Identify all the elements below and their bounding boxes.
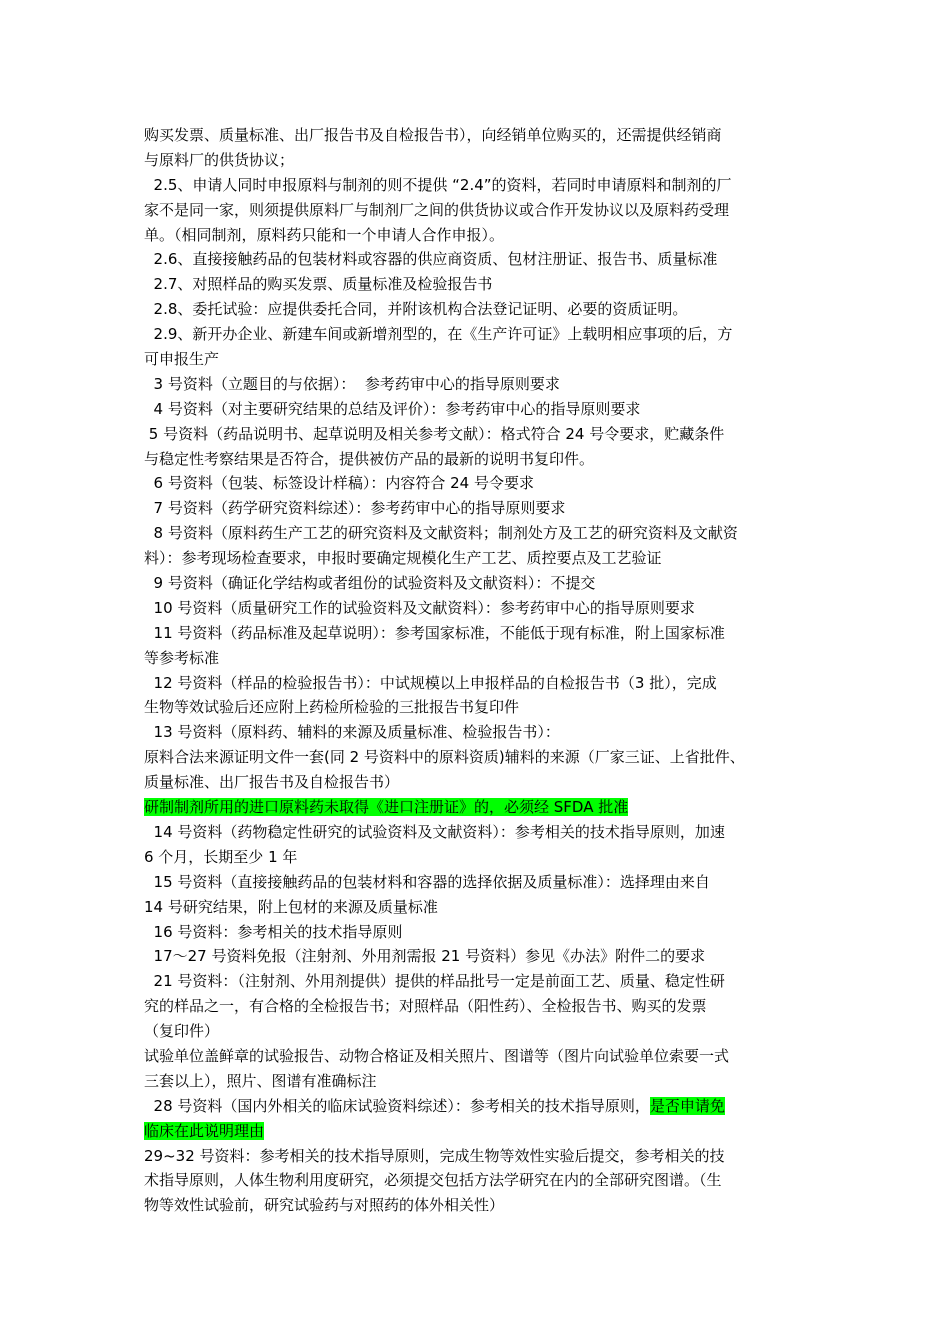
text-segment: 6 号资料（包装、标签设计样稿）：内容符合 24 号令要求	[144, 474, 534, 493]
text-segment: 单。（相同制剂，原料药只能和一个申请人合作申报）。	[144, 225, 505, 244]
text-line	[144, 845, 816, 870]
highlighted-text: 是否申请免	[649, 1096, 725, 1115]
text-line	[144, 571, 816, 596]
text-line	[144, 397, 816, 422]
text-segment: 2.7、对照样品的购买发票、质量标准及检验报告书	[144, 275, 493, 294]
text-line	[144, 521, 816, 546]
text-segment: 6 个月，长期至少 1 年	[144, 847, 298, 866]
text-segment: 2.5、申请人同时申报原料与制剂的则不提供 “2.4”的资料，若同时申请原料和制剂的厂	[144, 175, 732, 194]
text-segment: 等参考标准	[144, 648, 220, 667]
text-line	[144, 1119, 816, 1144]
text-segment: 2.6、直接接触药品的包装材料或容器的供应商资质、包材注册证、报告书、质量标准	[144, 250, 718, 269]
text-line	[144, 920, 816, 945]
text-segment: 4 号资料（对主要研究结果的总结及评价）：参考药审中心的指导原则要求	[144, 399, 641, 418]
text-segment: 术指导原则，人体生物利用度研究，必须提交包括方法学研究在内的全部研究图谱。（生	[144, 1171, 722, 1190]
text-line	[144, 745, 816, 770]
text-segment: 购买发票、质量标准、出厂报告书及自检报告书），向经销单位购买的，还需提供经销商	[144, 126, 722, 144]
document-body	[144, 123, 816, 1218]
text-line	[144, 471, 816, 496]
text-line	[144, 994, 816, 1019]
text-line	[144, 198, 816, 223]
text-segment: 原料合法来源证明文件一套(同 2 号资料中的原料资质)辅料的来源（厂家三证、上省批件、	[144, 748, 745, 767]
text-segment: 8 号资料（原料药生产工艺的研究资料及文献资料；制剂处方及工艺的研究资料及文献资	[144, 524, 738, 543]
text-line	[144, 297, 816, 322]
text-line	[144, 223, 816, 248]
text-line	[144, 496, 816, 521]
text-line	[144, 1094, 816, 1119]
text-segment: 14 号研究结果，附上包材的来源及质量标准	[144, 897, 438, 916]
text-line	[144, 148, 816, 173]
highlighted-text: 临床在此说明理由	[144, 1121, 265, 1140]
highlighted-text: 研制制剂所用的进口原料药未取得《进口注册证》的，必须经 SFDA 批准	[144, 798, 629, 817]
text-line	[144, 795, 816, 820]
text-segment: 质量标准、出厂报告书及自检报告书）	[144, 773, 400, 792]
text-line	[144, 422, 816, 447]
text-line	[144, 596, 816, 621]
text-line	[144, 944, 816, 969]
text-line	[144, 895, 816, 920]
text-segment: 与原料厂的供货协议；	[144, 150, 295, 169]
text-segment: 与稳定性考察结果是否符合，提供被仿产品的最新的说明书复印件。	[144, 449, 595, 468]
text-line	[144, 1168, 816, 1193]
text-line	[144, 1193, 816, 1218]
text-segment: 29~32 号资料：参考相关的技术指导原则，完成生物等效性实验后提交，参考相关的技	[144, 1146, 725, 1165]
text-segment: （复印件）	[144, 1022, 220, 1041]
text-segment: 可申报生产	[144, 350, 220, 369]
text-line	[144, 1069, 816, 1094]
text-segment: 料）：参考现场检查要求，申报时要确定规模化生产工艺、质控要点及工艺验证	[144, 549, 662, 568]
text-segment: 究的样品之一，有合格的全检报告书；对照样品（阳性药）、全检报告书、购买的发票	[144, 997, 707, 1016]
text-line	[144, 969, 816, 994]
text-segment: 家不是同一家，则须提供原料厂与制剂厂之间的供货协议或合作开发协议以及原料药受理	[144, 200, 730, 219]
text-segment: 3 号资料（立题目的与依据）： 参考药审中心的指导原则要求	[144, 374, 560, 393]
text-line	[144, 621, 816, 646]
text-line	[144, 770, 816, 795]
text-line	[144, 347, 816, 372]
text-segment: 7 号资料（药学研究资料综述）：参考药审中心的指导原则要求	[144, 499, 566, 518]
text-line	[144, 671, 816, 696]
text-segment: 13 号资料（原料药、辅料的来源及质量标准、检验报告书）：	[144, 723, 560, 742]
text-segment: 17～27 号资料免报（注射剂、外用剂需报 21 号资料）参见《办法》附件二的要求	[144, 947, 706, 966]
text-line	[144, 123, 816, 148]
text-line	[144, 546, 816, 571]
text-line	[144, 646, 816, 671]
text-line	[144, 1144, 816, 1169]
text-segment: 14 号资料（药物稳定性研究的试验资料及文献资料）：参考相关的技术指导原则，加速	[144, 822, 725, 841]
text-segment: 5 号资料（药品说明书、起草说明及相关参考文献）：格式符合 24 号令要求，贮藏条件	[144, 424, 725, 443]
text-line	[144, 247, 816, 272]
text-line	[144, 695, 816, 720]
text-segment: 21 号资料：（注射剂、外用剂提供）提供的样品批号一定是前面工艺、质量、稳定性研	[144, 972, 725, 991]
text-segment: 12 号资料（样品的检验报告书）：中试规模以上申报样品的自检报告书（3 批），完成	[144, 673, 717, 692]
text-segment: 三套以上），照片、图谱有准确标注	[144, 1071, 377, 1090]
text-line	[144, 272, 816, 297]
text-segment: 物等效性试验前，研究试验药与对照药的体外相关性）	[144, 1196, 505, 1215]
text-line	[144, 372, 816, 397]
text-segment: 10 号资料（质量研究工作的试验资料及文献资料）：参考药审中心的指导原则要求	[144, 598, 695, 617]
text-line	[144, 820, 816, 845]
text-segment: 生物等效试验后还应附上药检所检验的三批报告书复印件	[144, 698, 520, 717]
text-line	[144, 870, 816, 895]
text-line	[144, 720, 816, 745]
text-segment: 2.8、委托试验：应提供委托合同，并附该机构合法登记证明、必要的资质证明。	[144, 300, 688, 319]
text-segment: 试验单位盖鲜章的试验报告、动物合格证及相关照片、图谱等（图片向试验单位索要一式	[144, 1046, 730, 1065]
text-line	[144, 322, 816, 347]
text-segment: 11 号资料（药品标准及起草说明）：参考国家标准，不能低于现有标准，附上国家标准	[144, 623, 725, 642]
text-line	[144, 1019, 816, 1044]
text-segment: 28 号资料（国内外相关的临床试验资料综述）：参考相关的技术指导原则，	[144, 1096, 650, 1115]
text-segment: 15 号资料（直接接触药品的包装材料和容器的选择依据及质量标准）：选择理由来自	[144, 872, 710, 891]
text-line	[144, 1044, 816, 1069]
text-line	[144, 173, 816, 198]
text-segment: 2.9、新开办企业、新建车间或新增剂型的，在《生产许可证》上载明相应事项的后，方	[144, 325, 733, 344]
text-line	[144, 447, 816, 472]
text-segment: 9 号资料（确证化学结构或者组份的试验资料及文献资料）：不提交	[144, 574, 596, 593]
text-segment: 16 号资料：参考相关的技术指导原则	[144, 922, 403, 941]
